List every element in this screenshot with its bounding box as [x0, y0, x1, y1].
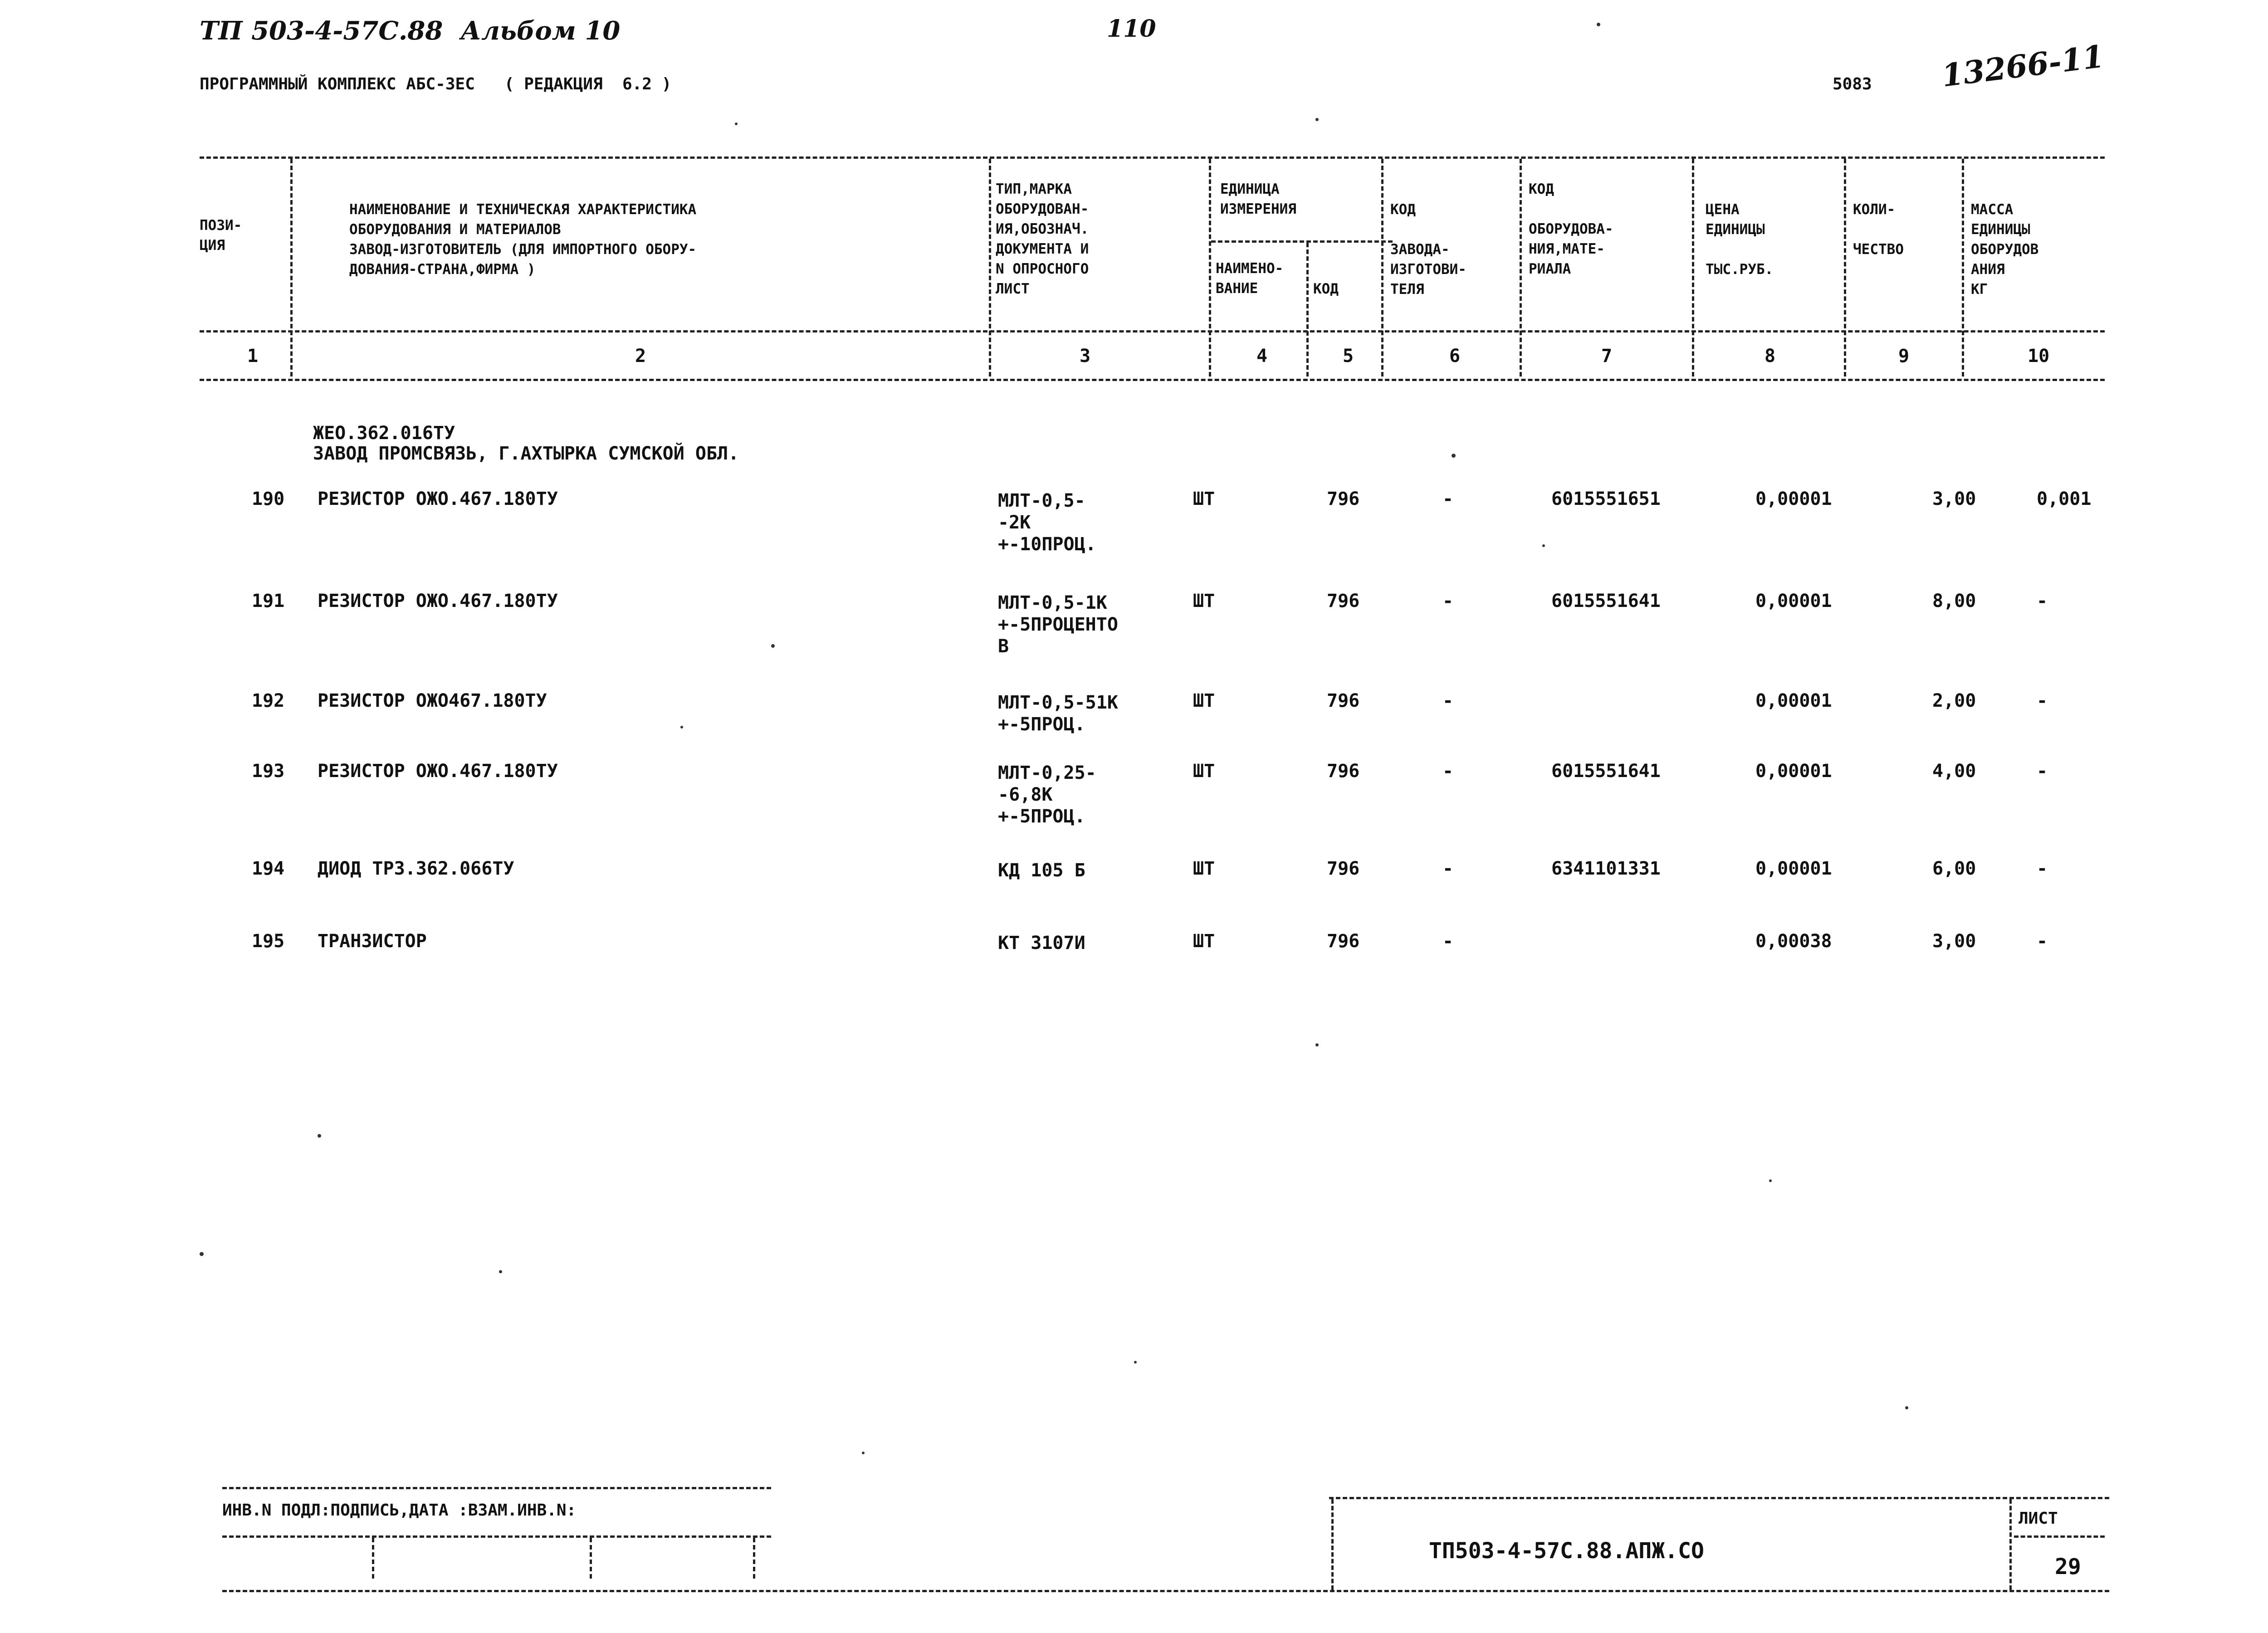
col-number: 7 [1601, 346, 1613, 367]
group-plant: ЗАВОД ПРОМСВЯЗЬ, Г.АХТЫРКА СУМСКОЙ ОБЛ. [313, 443, 739, 464]
stamp-mid-rule [222, 1535, 771, 1538]
row-unit-code: 796 [1327, 690, 1360, 711]
row-name: ТРАНЗИСТОР [318, 931, 427, 952]
row-unit-code: 796 [1327, 761, 1360, 782]
header-price: ЦЕНА ЕДИНИЦЫ ТЫС.РУБ. [1706, 201, 1774, 278]
row-position: 195 [252, 931, 285, 952]
page-bottom-rule [222, 1590, 2109, 1592]
header-mass: МАССА ЕДИНИЦЫ ОБОРУДОВ АНИЯ КГ [1971, 201, 2039, 298]
row-price: 0,00001 [1755, 690, 1832, 711]
row-position: 192 [252, 690, 285, 711]
sheet-number: 29 [2055, 1554, 2081, 1579]
row-plant-code: - [1442, 761, 1454, 782]
row-quantity: 2,00 [1932, 690, 1976, 711]
col-number: 6 [1449, 346, 1461, 367]
row-name: РЕЗИСТОР ОЖО.467.180ТУ [318, 591, 558, 611]
header-unit-name: НАИМЕНО- ВАНИЕ [1216, 260, 1284, 297]
row-quantity: 8,00 [1932, 591, 1976, 611]
header-position: ПОЗИ- ЦИЯ [200, 217, 242, 254]
row-type: МЛТ-0,5- -2К +-10ПРОЦ. [998, 490, 1096, 555]
page-number-top: 110 [1107, 15, 1156, 43]
scan-speck [1597, 23, 1600, 26]
footer-doc-code: ТП503-4-57С.88.АПЖ.СО [1429, 1538, 1704, 1564]
header-plant-code: КОД ЗАВОДА- ИЗГОТОВИ- ТЕЛЯ [1390, 201, 1466, 298]
col-number: 9 [1898, 346, 1910, 367]
scan-speck [1542, 544, 1545, 547]
stamp-sep [372, 1538, 374, 1579]
title-block-top-rule [1329, 1497, 2109, 1499]
row-type: МЛТ-0,5-1К +-5ПРОЦЕНТО В [998, 592, 1118, 657]
row-plant-code: - [1442, 931, 1454, 952]
row-unit-code: 796 [1327, 489, 1360, 509]
col-number: 1 [247, 346, 259, 367]
unit-split-rule [1211, 240, 1393, 243]
stamp-sep [753, 1538, 755, 1579]
col-sep [1520, 159, 1522, 376]
scan-speck [1905, 1406, 1908, 1409]
row-plant-code: - [1442, 858, 1454, 879]
col-number: 4 [1256, 346, 1268, 367]
col-number: 10 [2028, 346, 2050, 367]
program-line: ПРОГРАММНЫЙ КОМПЛЕКС АБС-3ЕС ( РЕДАКЦИЯ 6.2 ) [200, 75, 672, 93]
row-quantity: 4,00 [1932, 761, 1976, 782]
row-equip-code: 6015551641 [1551, 591, 1661, 611]
scan-speck [862, 1452, 865, 1454]
row-type: КТ 3107И [998, 933, 1085, 953]
col-number: 8 [1765, 346, 1776, 367]
header-unit: ЕДИНИЦА ИЗМЕРЕНИЯ [1220, 181, 1296, 217]
row-unit: ШТ [1193, 858, 1215, 879]
row-name: РЕЗИСТОР ОЖО.467.180ТУ [318, 761, 558, 782]
row-equip-code: 6015551651 [1551, 489, 1661, 509]
header-rule [200, 330, 2105, 332]
row-name: РЕЗИСТОР ОЖО.467.180ТУ [318, 489, 558, 509]
header-name: НАИМЕНОВАНИЕ И ТЕХНИЧЕСКАЯ ХАРАКТЕРИСТИКА ОБОРУДОВАНИЯ И МАТЕРИАЛОВ ЗАВОД-ИЗГОТОВИТЕЛЬ (ДЛЯ ИМПОРТНОГО ОБОРУ- ДОВАНИЯ-СТРАНА,ФИРМА ) [349, 201, 697, 278]
row-unit-code: 796 [1327, 931, 1360, 952]
row-equip-code: 6015551641 [1551, 761, 1661, 782]
row-price: 0,00001 [1755, 489, 1832, 509]
form-code: 5083 [1833, 75, 1872, 93]
row-unit-code: 796 [1327, 858, 1360, 879]
row-name: ДИОД ТР3.362.066ТУ [318, 858, 514, 879]
row-quantity: 3,00 [1932, 931, 1976, 952]
scan-speck [318, 1134, 321, 1138]
col-number: 2 [635, 346, 646, 367]
row-type: КД 105 Б [998, 860, 1085, 881]
row-equip-code: 6341101331 [1551, 858, 1661, 879]
row-mass: - [2037, 931, 2048, 952]
col-sep [1844, 159, 1846, 376]
row-type: МЛТ-0,25- -6,8К +-5ПРОЦ. [998, 763, 1096, 827]
col-sep [1692, 159, 1694, 376]
scan-speck [735, 122, 738, 125]
row-mass: 0,001 [2037, 489, 2092, 509]
col-sep [290, 159, 293, 376]
row-unit: ШТ [1193, 931, 1215, 952]
scan-speck [1452, 454, 1456, 458]
row-price: 0,00001 [1755, 591, 1832, 611]
scan-speck [1134, 1361, 1137, 1364]
row-plant-code: - [1442, 591, 1454, 611]
title-block-sep [2009, 1499, 2012, 1590]
row-price: 0,00001 [1755, 858, 1832, 879]
group-spec: ЖЕО.362.016ТУ [313, 423, 455, 444]
row-mass: - [2037, 761, 2048, 782]
row-position: 190 [252, 489, 285, 509]
col-sep [1381, 159, 1383, 376]
col-number: 5 [1343, 346, 1354, 367]
stamp-sep [590, 1538, 592, 1579]
col-sep [1962, 159, 1964, 376]
scan-speck [680, 726, 683, 728]
header-quantity: КОЛИ- ЧЕСТВО [1853, 201, 1904, 258]
col-sep [1209, 159, 1211, 376]
row-plant-code: - [1442, 690, 1454, 711]
row-mass: - [2037, 690, 2048, 711]
row-unit: ШТ [1193, 489, 1215, 509]
stamp-header: ИНВ.N ПОДЛ:ПОДПИСЬ,ДАТА :ВЗАМ.ИНВ.N: [222, 1501, 577, 1520]
row-unit: ШТ [1193, 761, 1215, 782]
scan-speck [1315, 118, 1319, 121]
col-number: 3 [1080, 346, 1091, 367]
row-mass: - [2037, 591, 2048, 611]
stamp-top-rule [222, 1487, 771, 1489]
row-mass: - [2037, 858, 2048, 879]
scan-speck [1315, 1043, 1319, 1046]
row-quantity: 3,00 [1932, 489, 1976, 509]
col-sep [1306, 243, 1309, 376]
row-unit: ШТ [1193, 690, 1215, 711]
col-sep [989, 159, 991, 376]
header-type: ТИП,МАРКА ОБОРУДОВАН- ИЯ,ОБОЗНАЧ. ДОКУМЕНТА И N ОПРОСНОГО ЛИСТ [996, 181, 1089, 297]
row-name: РЕЗИСТОР ОЖО467.180ТУ [318, 690, 547, 711]
table-top-rule [200, 156, 2105, 159]
row-plant-code: - [1442, 489, 1454, 509]
header-equip-code: КОД ОБОРУДОВА- НИЯ,МАТЕ- РИАЛА [1529, 181, 1613, 277]
doc-code-top: ТП 503-4-57С.88 Альбом 10 [200, 16, 621, 46]
scan-speck [200, 1252, 204, 1256]
row-unit-code: 796 [1327, 591, 1360, 611]
row-price: 0,00001 [1755, 761, 1832, 782]
scan-speck [771, 644, 775, 648]
scan-speck [499, 1270, 502, 1273]
row-type: МЛТ-0,5-51К +-5ПРОЦ. [998, 692, 1118, 735]
row-position: 194 [252, 858, 285, 879]
row-position: 193 [252, 761, 285, 782]
row-quantity: 6,00 [1932, 858, 1976, 879]
row-position: 191 [252, 591, 285, 611]
handwritten-ref: 13266-11 [1940, 38, 2106, 94]
sheet-label: ЛИСТ [2019, 1509, 2058, 1528]
row-price: 0,00038 [1755, 931, 1832, 952]
column-numbers-rule [200, 379, 2105, 381]
row-unit: ШТ [1193, 591, 1215, 611]
sheet-rule [2014, 1535, 2105, 1538]
header-unit-code: КОД [1313, 281, 1339, 297]
title-block-sep [1331, 1499, 1334, 1590]
scan-speck [1769, 1179, 1772, 1182]
